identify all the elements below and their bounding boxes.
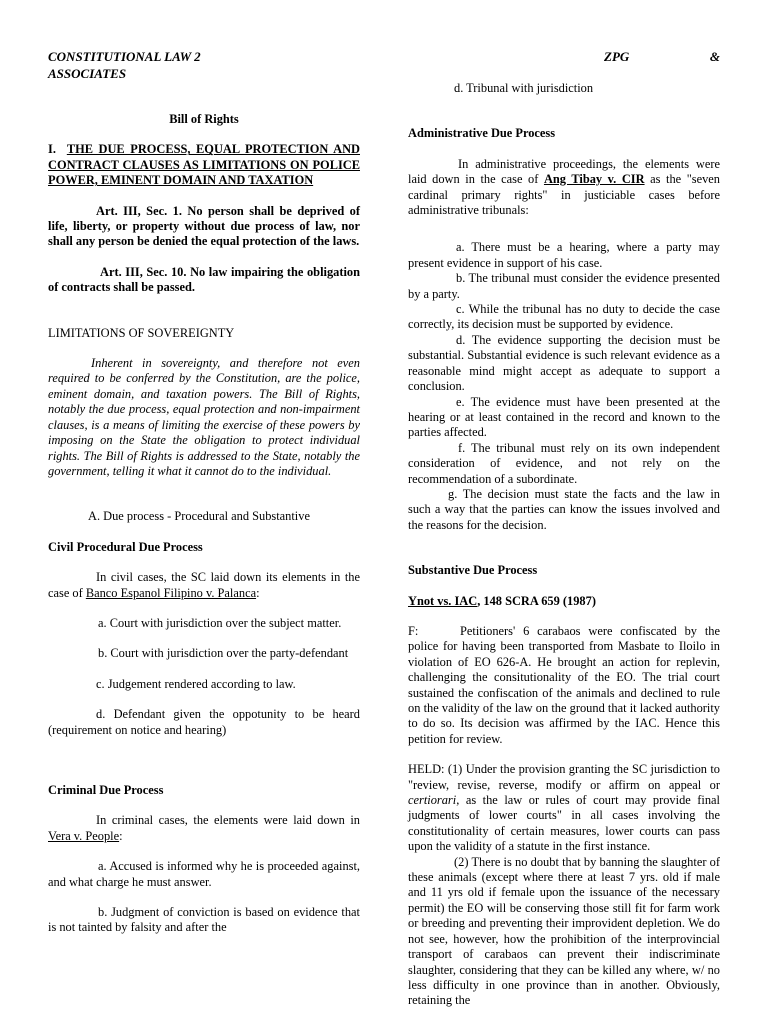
substantive-due-process-heading: Substantive Due Process <box>408 563 538 578</box>
criminal-element-a: a. Accused is informed why he is proceeded against, and what charge he must answer. <box>48 859 360 889</box>
admin-due-process-heading: Administrative Due Process <box>408 126 556 141</box>
admin-right-b: b. The tribunal must consider the evidence presented by a party. <box>408 271 720 301</box>
right-column <box>408 81 720 1009</box>
limitations-text: Inherent in sovereignty, and therefore not even required to be conferred by the Constitution, are the police, eminent domain, and taxation powers. The Bill of Rights, notably the due process, equal protection and non-impairment clauses, is a means of limiting the exercise of these powers by imposing on the State the obligation to protect individual rights. The Bill of Rights is addressed to the State, notably the government, telling it what it cannot do to the individual. <box>48 356 360 478</box>
header-firm-name: ZPG <box>604 49 630 64</box>
limitations-heading: LIMITATIONS OF SOVEREIGNTY <box>48 325 235 340</box>
admin-right-a: a. There must be a hearing, where a party may present evidence in support of his case. <box>408 240 720 270</box>
due-process-heading: A. Due process - Procedural and Substantive <box>88 509 310 524</box>
ynot-case-name: Ynot vs. IAC <box>408 593 478 608</box>
header-course-title: CONSTITUTIONAL LAW 2 ASSOCIATES <box>48 49 201 81</box>
admin-right-f: f. The tribunal must rely on its own independent consideration of evidence, and not rely on the recommendation of a subordinate. <box>408 440 720 486</box>
held-paragraph-1: HELD: (1) Under the provision granting the SC jurisdiction to "review, revise, reverse, modify or affirm on appeal or certiorari, as the law or rules of court may provide final judgments of lower courts" in all cases involving the constitutionality of certain measures, lower courts can pass upon the validity of a statute in the first instance. <box>408 762 720 854</box>
criminal-due-process-heading: Criminal Due Process <box>48 782 164 797</box>
left-column <box>48 112 360 936</box>
civil-element-a: a. Court with jurisdiction over the subject matter. <box>98 615 342 630</box>
bill-of-rights-title: Bill of Rights <box>169 112 239 126</box>
civil-case-name: Banco Espanol Filipino v. Palanca <box>85 585 257 600</box>
facts-label: F: <box>408 623 419 638</box>
section-heading: I. THE DUE PROCESS, EQUAL PROTECTION AND CONTRACT CLAUSES AS LIMITATIONS ON POLICE POWER, EMINENT DOMAIN AND TAXATION <box>48 142 360 188</box>
criminal-intro: In criminal cases, the elements were laid down in Vera v. People: <box>48 813 360 843</box>
held-paragraph-2: (2) There is no doubt that by banning the slaughter of these animals (except where there at least 7 yrs. old if male and 11 yrs old if female upon the issuance of the necessary permit) the EO will be conserving those still fit for farm work or breeding and preventing their improvident depletion. We do not see, however, how the prohibition of the interprovincial transport of carabaos can prevent their indiscriminate slaughter, considering that they can be killed any where, w/ no less difficulty in one province than in another. Obviously, retaining the <box>408 854 720 1008</box>
art3-sec1-text: Art. III, Sec. 1. No person shall be deprived of life, liberty, or property without due process of law, nor shall any person be denied the equal protection of the laws. <box>48 203 360 249</box>
criminal-case-name: Vera v. People <box>48 828 120 843</box>
admin-case-name: Ang Tibay v. CIR <box>543 172 645 187</box>
tribunal-item: d. Tribunal with jurisdiction <box>454 81 594 95</box>
civil-intro: In civil cases, the SC laid down its elements in the case of Banco Espanol Filipino v. Palanca: <box>48 570 360 600</box>
admin-right-g: g. The decision must state the facts and the law in such a way that the parties can know the issues involved and the reasons for the decision. <box>408 486 720 532</box>
criminal-element-b: b. Judgment of conviction is based on evidence that is not tainted by falsity and after the <box>48 905 360 935</box>
admin-right-e: e. The evidence must have been presented at the hearing or at least contained in the record and known to the parties affected. <box>408 394 720 440</box>
civil-element-d: d. Defendant given the oppotunity to be heard (requirement on notice and hearing) <box>48 707 360 737</box>
civil-element-c: c. Judgement rendered according to law. <box>96 676 296 691</box>
admin-intro: In administrative proceedings, the elements were laid down in the case of Ang Tibay v. CIR as the "seven cardinal primary rights" in justiciable cases before administrative tribunals: <box>408 156 720 218</box>
civil-element-b: b. Court with jurisdiction over the party-defendant <box>98 646 349 661</box>
art3-sec10-text: Art. III, Sec. 10. No law impairing the obligation of contracts shall be passed. <box>48 264 360 295</box>
civil-due-process-heading: Civil Procedural Due Process <box>48 539 203 554</box>
admin-right-d: d. The evidence supporting the decision must be substantial. Substantial evidence is such relevant evidence as a reasonable mind might accept as adequate to support a conclusion. <box>408 332 720 394</box>
header-ampersand: & <box>709 49 720 64</box>
facts-paragraph: F: Petitioners' 6 carabaos were confiscated by the police for having been transported from Masbate to Iloilo in violation of EO 626-A. He brought an action for replevin, challenging the consitutionality of the EO. The trial court sustained the confiscation of the animals and declined to rule on the validity of the law on the ground that it lacked authority to do so. Its decision was affirmed by the IAC. Hence this petition for review. <box>408 623 720 746</box>
ynot-case-heading: Ynot vs. IAC, 148 SCRA 659 (1987) <box>408 593 596 608</box>
admin-right-c: c. While the tribunal has no duty to decide the case correctly, its decision must be supported by evidence. <box>408 302 720 332</box>
